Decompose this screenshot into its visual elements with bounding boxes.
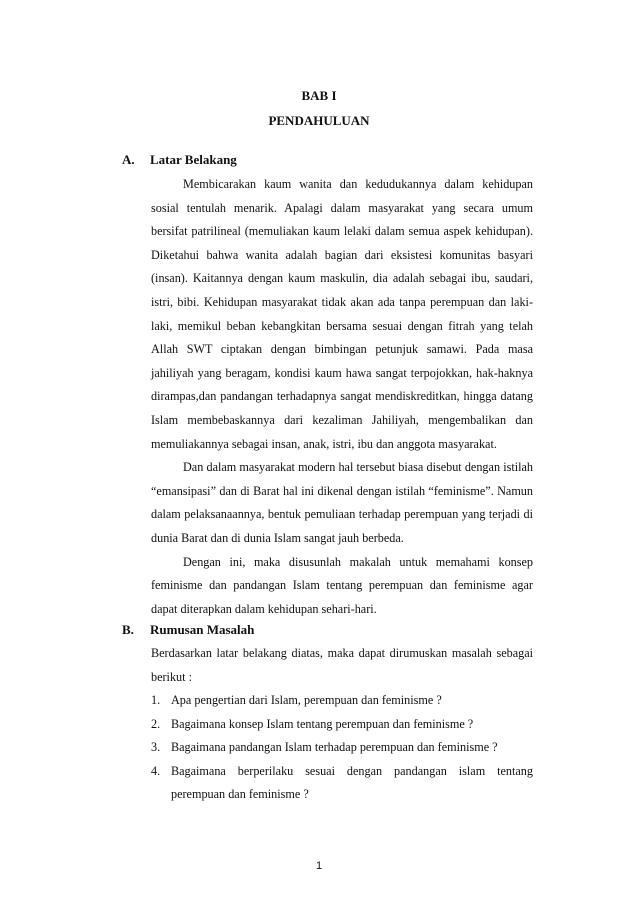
section-a-letter: A. (122, 152, 135, 167)
problem-list (151, 689, 533, 807)
list-item-text: Bagaimana berperilaku sesuai dengan pandangan islam tentang perempuan dan feminisme ? (171, 763, 533, 802)
paragraph: Dan dalam masyarakat modern hal tersebut biasa disebut dengan istilah “emansipasi” dan di Barat hal ini dikenal dengan istilah “feminisme”. Namun dalam pelaksanaannya, bentuk pemuliaan terhadap perempuan yang terjadi di dunia Barat dan di dunia Islam sangat jauh berbeda. (151, 460, 533, 545)
section-b-title: Rumusan Masalah (150, 622, 255, 637)
list-item-number: 4. (151, 763, 161, 778)
list-item (151, 760, 533, 807)
list-item (151, 689, 533, 713)
section-a-title: Latar Belakang (150, 152, 237, 167)
paragraph: Dengan ini, maka disusunlah makalah untuk memahami konsep feminisme dan pandangan Islam tentang perempuan dan feminisme agar dapat diterapkan dalam kehidupan sehari-hari. (151, 554, 533, 616)
chapter-label: BAB I (301, 88, 337, 103)
section-a-body (151, 173, 533, 621)
section-b-intro: Berdasarkan latar belakang diatas, maka dapat dirumuskan masalah sebagai berikut : (151, 646, 533, 684)
section-b-letter: B. (122, 622, 134, 637)
list-item (151, 713, 533, 737)
chapter-title: PENDAHULUAN (268, 113, 370, 128)
list-item-number: 1. (151, 693, 161, 707)
list-item-text: Apa pengertian dari Islam, perempuan dan feminisme ? (171, 693, 442, 707)
section-a-heading (122, 152, 237, 168)
paragraph: Membicarakan kaum wanita dan kedudukannya dalam kehidupan sosial tentulah menarik. Apalagi dalam masyarakat yang secara umum bersifat patrilineal (memuliakan kaum lelaki dalam semua aspek kehidupan). Diketahui bahwa wanita adalah bagian dari eksistesi komunitas basyari (insan). Kaitannya dengan kaum maskulin, dia adalah sebagai ibu, saudari, istri, bibi. Kehidupan masyarakat tidak akan ada tanpa perempuan dan laki-laki, memikul beban kebangkitan bersama sesuai dengan fitrah yang telah Allah SWT ciptakan dengan bimbingan petunjuk samawi. Pada masa jahiliyah yang beragam, kondisi kaum hawa sangat terpojokkan, hak-haknya dirampas,dan pandangan terhadapnya sangat mendiskreditkan, hingga datang Islam membebaskannya dari kezaliman Jahiliyah, mengembalikan dan memuliakannya sebagai insan, anak, istri, ibu dan anggota masyarakat. (151, 177, 533, 451)
list-item (151, 736, 533, 760)
list-item-number: 3. (151, 740, 161, 755)
section-b-heading (122, 622, 254, 638)
list-item-number: 2. (151, 716, 161, 731)
list-item-text: Bagaimana pandangan Islam terhadap perempuan dan feminisme ? (171, 740, 498, 755)
list-item-text: Bagaimana konsep Islam tentang perempuan dan feminisme ? (171, 716, 474, 731)
page-number: 1 (315, 860, 323, 872)
